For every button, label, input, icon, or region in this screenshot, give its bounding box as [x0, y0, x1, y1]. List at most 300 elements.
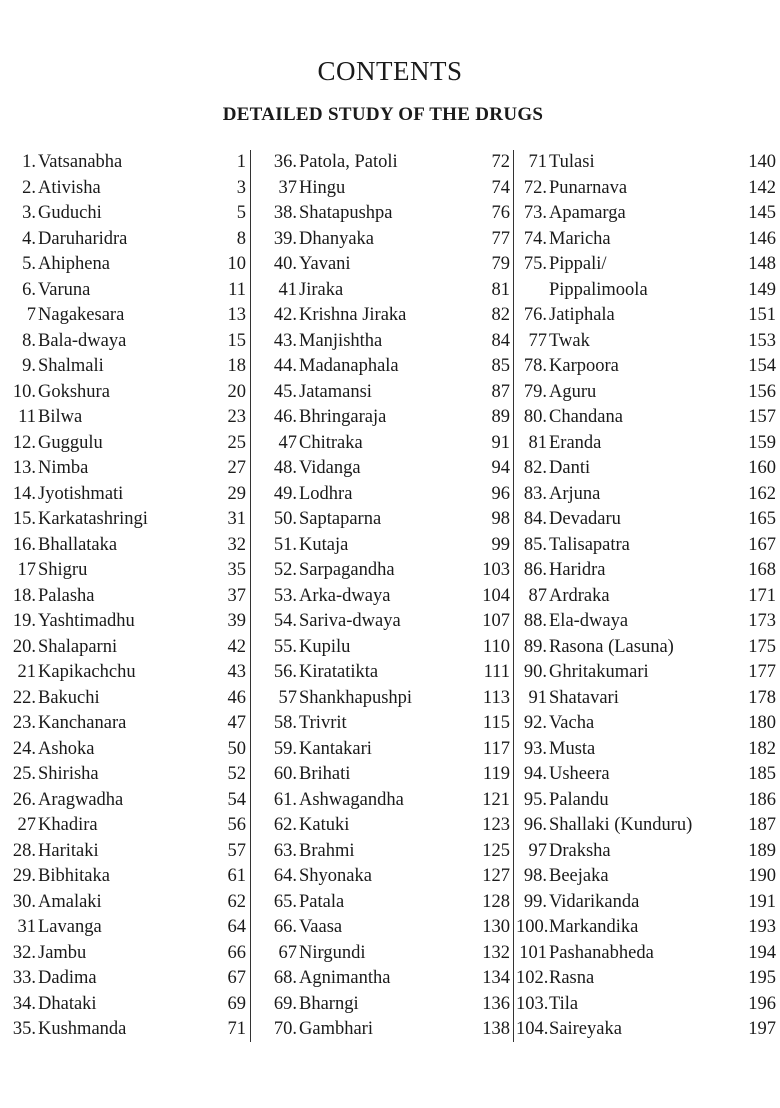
- contents-entry: [516, 405, 776, 431]
- entry-number: 90.: [523, 662, 547, 682]
- entry-number: 21: [17, 662, 36, 682]
- contents-entry: [516, 762, 776, 788]
- entry-number: 1.: [22, 152, 36, 172]
- entry-page-number: 134: [482, 968, 510, 988]
- contents-entry: [266, 890, 510, 916]
- entry-page-number: 165: [748, 509, 776, 529]
- entry-number: 37: [278, 177, 297, 198]
- entry-title: Arka-dwaya: [299, 585, 391, 606]
- contents-entry: [266, 558, 510, 584]
- entry-number: 67: [278, 942, 297, 963]
- entry-page-number: 29: [227, 483, 246, 504]
- contents-entry: [516, 456, 776, 482]
- contents-entry: [516, 839, 776, 865]
- contents-entry: [266, 915, 510, 941]
- entry-number: 60.: [273, 764, 297, 784]
- entry-title: Jatiphala: [549, 305, 615, 325]
- contents-entry: [266, 584, 510, 610]
- entry-page-number: 173: [748, 611, 776, 631]
- entry-page-number: 189: [748, 840, 776, 861]
- entry-number: 78.: [523, 356, 547, 376]
- contents-entry: [10, 176, 246, 202]
- contents-column-2: [266, 150, 510, 1043]
- contents-entry: [516, 252, 776, 278]
- contents-entry: [266, 992, 510, 1018]
- contents-entry: [10, 839, 246, 865]
- entry-page-number: 119: [482, 764, 510, 784]
- entry-page-number: 149: [748, 279, 776, 300]
- entry-number: 68.: [273, 968, 297, 988]
- contents-entry: [10, 635, 246, 661]
- entry-page-number: 178: [748, 687, 776, 708]
- section-subtitle: DETAILED STUDY OF THE DRUGS: [222, 104, 544, 125]
- entry-number: 47: [278, 432, 297, 453]
- entry-title: Eranda: [549, 432, 602, 453]
- entry-title: Jatamansi: [299, 381, 372, 402]
- entry-title: Lodhra: [299, 483, 353, 504]
- entry-number: 65.: [273, 891, 297, 912]
- entry-page-number: 87: [491, 381, 510, 402]
- entry-page-number: 69: [227, 993, 246, 1014]
- entry-page-number: 32: [227, 534, 246, 555]
- contents-entry: [516, 686, 776, 712]
- entry-number: 93.: [523, 738, 547, 759]
- entry-title: Haridra: [549, 560, 606, 580]
- entry-page-number: 37: [227, 585, 246, 606]
- entry-page-number: 82: [491, 305, 510, 325]
- entry-title: Chandana: [549, 407, 623, 427]
- entry-page-number: 66: [227, 942, 246, 963]
- entry-page-number: 18: [227, 356, 246, 376]
- contents-entry: [516, 278, 776, 304]
- entry-number: 30.: [12, 891, 36, 912]
- entry-title: Jyotishmati: [38, 483, 124, 504]
- entry-number: 64.: [273, 866, 297, 886]
- entry-title: Shatapushpa: [299, 203, 393, 223]
- entry-title: Devadaru: [549, 509, 621, 529]
- entry-title: Haritaki: [38, 840, 99, 861]
- contents-entry: [266, 380, 510, 406]
- entry-number: 104.: [516, 1019, 549, 1039]
- entry-title: Bharngi: [299, 993, 359, 1014]
- contents-entry: [516, 227, 776, 253]
- entry-number: 52.: [273, 560, 297, 580]
- entry-title: Kanchanara: [38, 713, 127, 733]
- entry-title: Arjuna: [549, 483, 601, 504]
- entry-number: 69.: [273, 993, 297, 1014]
- contents-entry: [10, 890, 246, 916]
- contents-entry: [266, 278, 510, 304]
- contents-entry: [266, 660, 510, 686]
- entry-number: 14.: [12, 483, 36, 504]
- entry-number: 59.: [273, 738, 297, 759]
- entry-number: 63.: [273, 840, 297, 861]
- entry-number: 3.: [22, 203, 36, 223]
- entry-number: 23.: [12, 713, 36, 733]
- contents-entry: [516, 788, 776, 814]
- entry-number: 72.: [523, 177, 547, 198]
- column-divider: [513, 150, 514, 1042]
- entry-title: Kapikachchu: [38, 662, 136, 682]
- entry-number: 9.: [22, 356, 36, 376]
- contents-entry: [266, 941, 510, 967]
- entry-page-number: 177: [748, 662, 776, 682]
- entry-title: Kiratatikta: [299, 662, 379, 682]
- contents-entry: [10, 992, 246, 1018]
- entry-number: 41: [278, 279, 297, 300]
- contents-entry: [266, 507, 510, 533]
- entry-page-number: 111: [483, 662, 510, 682]
- contents-entry: [10, 329, 246, 355]
- entry-page-number: 52: [227, 764, 246, 784]
- entry-page-number: 25: [227, 432, 246, 453]
- entry-number: 29.: [12, 866, 36, 886]
- entry-title: Gokshura: [38, 381, 110, 402]
- entry-number: 27: [17, 815, 36, 835]
- entry-number: 35.: [12, 1019, 36, 1039]
- entry-page-number: 125: [482, 840, 510, 861]
- contents-entry: [516, 660, 776, 686]
- entry-number: 70.: [273, 1019, 297, 1039]
- entry-number: 19.: [12, 611, 36, 631]
- contents-entry: [10, 864, 246, 890]
- entry-title: Krishna Jiraka: [299, 305, 407, 325]
- contents-entry: [516, 966, 776, 992]
- entry-number: 74.: [523, 228, 547, 249]
- entry-title: Shatavari: [549, 687, 619, 708]
- contents-entry: [10, 1017, 246, 1043]
- entry-title: Palasha: [38, 585, 95, 606]
- entry-page-number: 136: [482, 993, 510, 1014]
- entry-page-number: 130: [482, 917, 510, 937]
- entry-number: 17: [17, 560, 36, 580]
- entry-title: Bibhitaka: [38, 866, 110, 886]
- entry-number: 81: [528, 432, 547, 453]
- entry-title: Jiraka: [299, 279, 344, 300]
- contents-entry: [516, 329, 776, 355]
- contents-entry: [516, 635, 776, 661]
- entry-page-number: 194: [748, 942, 776, 963]
- entry-page-number: 138: [482, 1019, 510, 1039]
- entry-number: 86.: [523, 560, 547, 580]
- entry-page-number: 72: [491, 152, 510, 172]
- entry-page-number: 151: [748, 305, 776, 325]
- contents-entry: [266, 788, 510, 814]
- contents-entry: [10, 201, 246, 227]
- entry-page-number: 175: [748, 636, 776, 657]
- entry-number: 26.: [12, 789, 36, 810]
- entry-number: 80.: [523, 407, 547, 427]
- entry-title: Ashwagandha: [299, 789, 404, 810]
- entry-number: 82.: [523, 458, 547, 478]
- entry-number: 42.: [273, 305, 297, 325]
- entry-page-number: 91: [491, 432, 510, 453]
- entry-number: 95.: [523, 789, 547, 810]
- contents-entry: [10, 788, 246, 814]
- entry-page-number: 110: [482, 636, 510, 657]
- entry-page-number: 104: [482, 585, 510, 606]
- entry-page-number: 35: [227, 560, 246, 580]
- entry-number: 39.: [273, 228, 297, 249]
- entry-page-number: 180: [748, 713, 776, 733]
- entry-title: Nirgundi: [299, 942, 366, 963]
- entry-number: 44.: [273, 356, 297, 376]
- entry-number: 22.: [12, 687, 36, 708]
- entry-title: Punarnava: [549, 177, 628, 198]
- entry-title: Brihati: [299, 764, 351, 784]
- contents-entry: [516, 584, 776, 610]
- entry-number: 56.: [273, 662, 297, 682]
- entry-page-number: 113: [482, 687, 510, 708]
- contents-entry: [266, 405, 510, 431]
- entry-number: 73.: [523, 203, 547, 223]
- contents-entry: [10, 609, 246, 635]
- contents-entry: [10, 278, 246, 304]
- entry-title: Madanaphala: [299, 356, 399, 376]
- entry-page-number: 13: [227, 305, 246, 325]
- entry-title: Agnimantha: [299, 968, 391, 988]
- entry-number: 89.: [523, 636, 547, 657]
- entry-title: Karpoora: [549, 356, 619, 376]
- entry-title: Vidanga: [299, 458, 361, 478]
- entry-page-number: 1: [236, 152, 246, 172]
- contents-entry: [10, 762, 246, 788]
- entry-title: Kushmanda: [38, 1019, 127, 1039]
- entry-title: Maricha: [549, 228, 611, 249]
- entry-title: Yashtimadhu: [38, 611, 135, 631]
- entry-page-number: 153: [748, 330, 776, 351]
- entry-page-number: 62: [227, 891, 246, 912]
- entry-title: Vidarikanda: [549, 891, 640, 912]
- entry-page-number: 8: [236, 228, 246, 249]
- entry-title: Shallaki (Kunduru): [549, 815, 693, 835]
- contents-entry: [266, 354, 510, 380]
- contents-entry: [10, 558, 246, 584]
- entry-number: 98.: [523, 866, 547, 886]
- entry-number: 66.: [273, 917, 297, 937]
- contents-entry: [10, 711, 246, 737]
- entry-page-number: 74: [491, 177, 510, 198]
- entry-page-number: 50: [227, 738, 246, 759]
- entry-number: 49.: [273, 483, 297, 504]
- entry-title: Pashanabheda: [549, 942, 654, 963]
- entry-title: Jambu: [38, 942, 87, 963]
- entry-title: Lavanga: [38, 917, 102, 937]
- contents-entry: [516, 711, 776, 737]
- entry-page-number: 99: [491, 534, 510, 555]
- entry-number: 62.: [273, 815, 297, 835]
- entry-page-number: 154: [748, 356, 776, 376]
- entry-title: Vaasa: [299, 917, 343, 937]
- contents-entry: [516, 507, 776, 533]
- contents-entry: [10, 482, 246, 508]
- entry-title: Ativisha: [38, 177, 101, 198]
- entry-page-number: 39: [227, 611, 246, 631]
- entry-page-number: 10: [227, 254, 246, 274]
- entry-title: Dhataki: [38, 993, 97, 1014]
- entry-title: Yavani: [299, 254, 351, 274]
- entry-number: 103.: [516, 993, 549, 1014]
- entry-title: Karkatashringi: [38, 509, 148, 529]
- contents-entry: [516, 1017, 776, 1043]
- contents-entry: [10, 303, 246, 329]
- entry-number: 2.: [22, 177, 36, 198]
- contents-entry: [266, 762, 510, 788]
- contents-entry: [516, 737, 776, 763]
- entry-number: 18.: [12, 585, 36, 606]
- entry-page-number: 127: [482, 866, 510, 886]
- entry-title: Patola, Patoli: [299, 152, 398, 172]
- entry-title: Shirisha: [38, 764, 99, 784]
- entry-page-number: 85: [491, 356, 510, 376]
- entry-title: Nimba: [38, 458, 89, 478]
- entry-page-number: 132: [482, 942, 510, 963]
- contents-entry: [266, 533, 510, 559]
- entry-page-number: 96: [491, 483, 510, 504]
- entry-page-number: 156: [748, 381, 776, 402]
- contents-entry: [266, 150, 510, 176]
- contents-entry: [516, 915, 776, 941]
- entry-page-number: 197: [748, 1019, 776, 1039]
- entry-number: 61.: [273, 789, 297, 810]
- entry-title: Shalmali: [38, 356, 104, 376]
- entry-number: 57: [278, 687, 297, 708]
- contents-entry: [266, 635, 510, 661]
- contents-entry: [516, 609, 776, 635]
- entry-page-number: 77: [491, 228, 510, 249]
- entry-title: Guduchi: [38, 203, 102, 223]
- contents-entry: [10, 431, 246, 457]
- contents-entry: [516, 813, 776, 839]
- entry-page-number: 89: [491, 407, 510, 427]
- entry-number: 58.: [273, 713, 297, 733]
- contents-entry: [516, 150, 776, 176]
- contents-entry: [10, 915, 246, 941]
- entry-number: 7: [26, 305, 36, 325]
- entry-title: Dadima: [38, 968, 97, 988]
- entry-number: 33.: [12, 968, 36, 988]
- entry-title: Sarpagandha: [299, 560, 395, 580]
- entry-title: Ashoka: [38, 738, 95, 759]
- entry-page-number: 148: [748, 254, 776, 274]
- contents-entry: [10, 813, 246, 839]
- entry-page-number: 142: [748, 177, 776, 198]
- entry-title: Aragwadha: [38, 789, 124, 810]
- contents-entry: [266, 227, 510, 253]
- entry-number: 28.: [12, 840, 36, 861]
- entry-page-number: 195: [748, 968, 776, 988]
- entry-number: 34.: [12, 993, 36, 1014]
- entry-number: 11: [18, 407, 36, 427]
- entry-title: Katuki: [299, 815, 350, 835]
- contents-entry: [10, 737, 246, 763]
- contents-entry: [266, 456, 510, 482]
- entry-page-number: 191: [748, 891, 776, 912]
- entry-title: Draksha: [549, 840, 611, 861]
- entry-page-number: 64: [227, 917, 246, 937]
- entry-title: Trivrit: [299, 713, 347, 733]
- entry-page-number: 160: [748, 458, 776, 478]
- contents-entry: [266, 737, 510, 763]
- entry-title: Danti: [549, 458, 591, 478]
- entry-number: 4.: [22, 228, 36, 249]
- contents-entry: [266, 839, 510, 865]
- contents-column-1: [10, 150, 246, 1043]
- entry-title: Kantakari: [299, 738, 372, 759]
- entry-number: 79.: [523, 381, 547, 402]
- contents-entry: [516, 941, 776, 967]
- entry-page-number: 117: [482, 738, 510, 759]
- contents-entry: [516, 380, 776, 406]
- contents-entry: [516, 354, 776, 380]
- contents-entry: [10, 584, 246, 610]
- entry-page-number: 121: [482, 789, 510, 810]
- entry-number: 25.: [12, 764, 36, 784]
- entry-number: 83.: [523, 483, 547, 504]
- entry-number: 40.: [273, 254, 297, 274]
- contents-entry: [10, 533, 246, 559]
- entry-title: Pippali/: [549, 254, 607, 274]
- entry-number: 99.: [523, 891, 547, 912]
- contents-entry: [266, 431, 510, 457]
- entry-title: Ahiphena: [38, 254, 110, 274]
- entry-number: 71: [528, 152, 547, 172]
- entry-page-number: 67: [227, 968, 246, 988]
- contents-entry: [266, 813, 510, 839]
- contents-entry: [10, 252, 246, 278]
- entry-number: 12.: [12, 432, 36, 453]
- entry-title: Rasona (Lasuna): [549, 636, 674, 657]
- entry-title: Daruharidra: [38, 228, 128, 249]
- contents-column-3: [516, 150, 776, 1043]
- contents-entry: [10, 227, 246, 253]
- entry-number: 5.: [22, 254, 36, 274]
- entry-number: 15.: [12, 509, 36, 529]
- entry-page-number: 167: [748, 534, 776, 555]
- contents-entry: [10, 456, 246, 482]
- entry-title: Chitraka: [299, 432, 363, 453]
- contents-entry: [516, 201, 776, 227]
- column-divider: [250, 150, 251, 1042]
- entry-page-number: 3: [236, 177, 246, 198]
- entry-title: Saireyaka: [549, 1019, 622, 1039]
- entry-page-number: 196: [748, 993, 776, 1014]
- contents-entry: [10, 966, 246, 992]
- contents-entry: [10, 941, 246, 967]
- entry-number: 51.: [273, 534, 297, 555]
- entry-page-number: 98: [491, 509, 510, 529]
- contents-entry: [516, 864, 776, 890]
- entry-number: 36.: [273, 152, 297, 172]
- entry-title: Gambhari: [299, 1019, 373, 1039]
- entry-page-number: 71: [227, 1019, 246, 1039]
- contents-entry: [10, 150, 246, 176]
- entry-number: 91: [528, 687, 547, 708]
- entry-title: Kutaja: [299, 534, 349, 555]
- entry-number: 53.: [273, 585, 297, 606]
- entry-title: Tila: [549, 993, 579, 1014]
- entry-page-number: 103: [482, 560, 510, 580]
- contents-entry: [266, 252, 510, 278]
- entry-number: 45.: [273, 381, 297, 402]
- contents-entry: [266, 966, 510, 992]
- entry-page-number: 171: [748, 585, 776, 606]
- entry-page-number: 15: [227, 330, 246, 351]
- entry-title: Shalaparni: [38, 636, 118, 657]
- entry-number: 31: [17, 917, 36, 937]
- contents-entry: [516, 890, 776, 916]
- entry-page-number: 140: [748, 152, 776, 172]
